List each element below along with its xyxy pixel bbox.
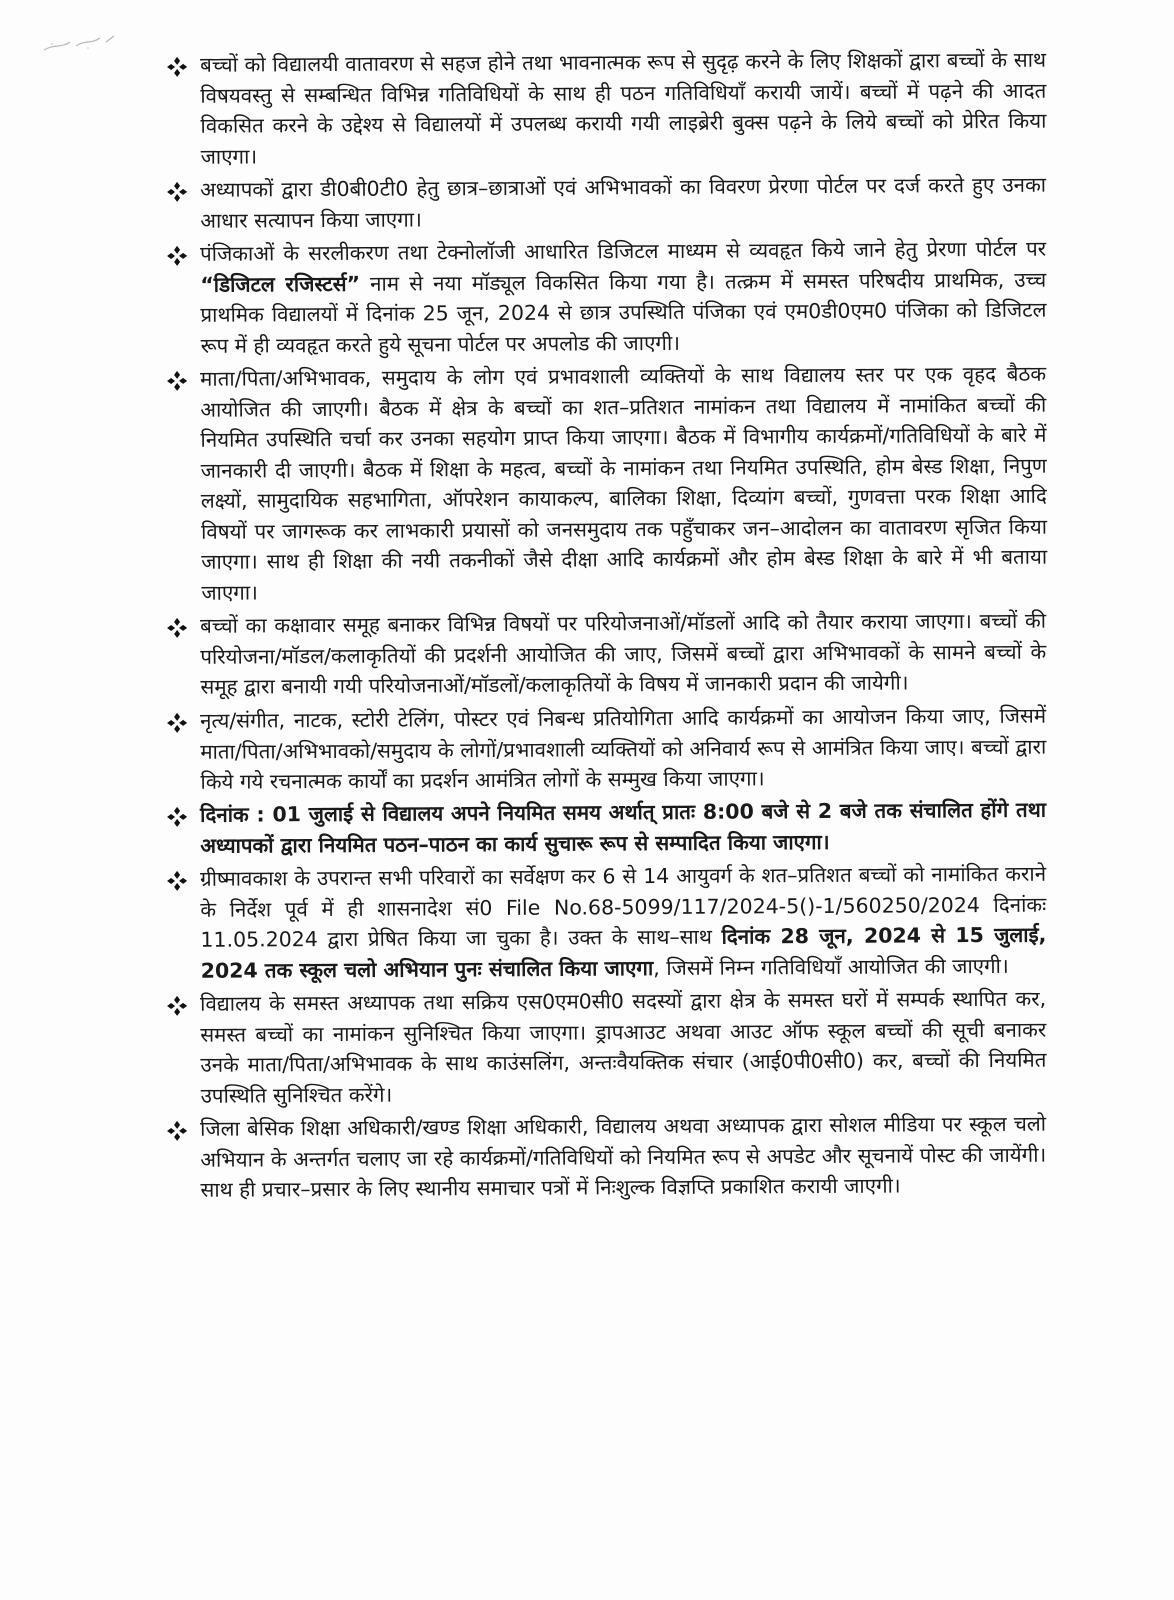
diamond-bullet-icon bbox=[166, 370, 188, 392]
item-text-post: नाम से नया मॉड्यूल विकसित किया गया है। तत्क्रम में समस्त परिषदीय प्राथमिक, उच्च प्राथमिक विद्यालयों में दिनांक 25 जून, 2024 से छात्र उपस्थिति पंजिका एवं एम0डी0एम0 पंजिका को डिजिटल रूप में ही व्यवहृत करते हुये सूचना पोर्टल पर अपलोड की जाएगी। bbox=[200, 267, 1047, 358]
diamond-bullet-icon bbox=[166, 617, 188, 639]
item-text-pre: ग्रीष्मावकाश के उपरान्त सभी परिवारों का सर्वेक्षण कर 6 से 14 आयुवर्ग के शत–प्रतिशत बच्चों को नामांकित कराने के निर्देश पूर्व में ही शासनादेश सं0 File No.68-5099/117/2024-5()-1/560250/2024 दिनांकः 11.05.2024 द्वारा प्रेषित किया जा चुका है। उक्त के साथ–साथ bbox=[200, 861, 1047, 952]
list-item bbox=[166, 1109, 1047, 1206]
item-text: नृत्य/संगीत, नाटक, स्टोरी टेलिंग, पोस्टर एवं निबन्ध प्रतियोगिता आदि कार्यक्रमों का आयोजन किया जाए, जिसमें माता/पिता/अभिभावको/समुदाय के लोगों/प्रभावशाली व्यक्तियों को अनिवार्य रूप से आमंत्रित किया जाए। बच्चों द्वारा किये गये रचनात्मक कार्यों का प्रदर्शन आमंत्रित लोगों के सम्मुख किया जाएगा। bbox=[200, 703, 1047, 794]
diamond-bullet-icon bbox=[166, 870, 188, 892]
list-item bbox=[166, 170, 1046, 236]
diamond-bullet-icon bbox=[166, 1120, 188, 1142]
item-text: बच्चों को विद्यालयी वातावरण से सहज होने तथा भावनात्मक रूप से सुदृढ़ करने के लिए शिक्षकों द्वारा बच्चों के साथ विषयवस्तु से सम्बन्धित विभिन्न गतिविधियों के साथ ही पठन गतिविधियाँ करायी जायें। बच्चों में पढ़ने की आदत विकसित करने के उद्देश्य से विद्यालयों में उपलब्ध करायी गयी लाइब्रेरी बुक्स पढ़ने के लिये बच्चों को प्रेरित किया जाएगा। bbox=[200, 47, 1047, 169]
diamond-bullet-icon bbox=[166, 181, 188, 203]
item-text: माता/पिता/अभिभावक, समुदाय के लोग एवं प्रभावशाली व्यक्तियों के साथ विद्यालय स्तर पर एक वृहद बैठक आयोजित की जाएगी। बैठक में क्षेत्र के बच्चों का शत–प्रतिशत नामांकन तथा विद्यालय में नामांकित बच्चों की नियमित उपस्थिति चर्चा कर उनका सहयोग प्राप्त किया जाएगा। बैठक में विभागीय कार्यक्रमों/गतिविधियों के बारे में जानकारी दी जाएगी। बैठक में शिक्षा के महत्व, बच्चों के नामांकन तथा नियमित उपस्थिति, होम बेस्ड शिक्षा, निपुण लक्ष्यों, सामुदायिक सहभागिता, ऑपरेशन कायाकल्प, बालिका शिक्षा, दिव्यांग बच्चों, गुणवत्ता परक शिक्षा आदि विषयों पर जागरूक कर लाभकारी प्रयासों को जनसमुदाय तक पहुँचाकर जन–आदोलन का वातावरण सृजित किया जाएगा। साथ ही शिक्षा की नयी तकनीकों जैसे दीक्षा आदि कार्यक्रमों और होम बेस्ड शिक्षा के बारे में भी बताया जाएगा। bbox=[200, 361, 1048, 605]
item-text-pre: पंजिकाओं के सरलीकरण तथा टेक्नोलॉजी आधारित डिजिटल माध्यम से व्यवहृत किये जाने हेतु प्रेरणा पोर्टल पर bbox=[200, 236, 1047, 266]
item-text: दिनांक : 01 जुलाई से विद्यालय अपने नियमित समय अर्थात् प्रातः 8:00 बजे से 2 बजे तक संचालित होंगे तथा अध्यापकों द्वारा नियमित पठन–पाठन का कार्य सुचारू रूप से सम्पादित किया जाएगा। bbox=[200, 797, 1047, 858]
diamond-bullet-icon bbox=[166, 56, 188, 78]
list-item-bold bbox=[166, 795, 1046, 861]
list-item bbox=[166, 234, 1047, 361]
list-item bbox=[166, 606, 1047, 703]
scan-smudge-mark bbox=[40, 32, 120, 56]
diamond-bullet-icon bbox=[166, 245, 188, 267]
item-text: अध्यापकों द्वारा डी0बी0टी0 हेतु छात्र–छात्राओं एवं अभिभावकों का विवरण प्रेरणा पोर्टल पर दर्ज करते हुए उनका आधार सत्यापन किया जाएगा। bbox=[200, 172, 1047, 233]
list-item bbox=[166, 859, 1047, 986]
item-text-post: , जिसमें निम्न गतिविधियाँ आयोजित की जाएगी। bbox=[653, 953, 1009, 980]
item-text: विद्यालय के समस्त अध्यापक तथा सक्रिय एस0एम0सी0 सदस्यों द्वारा क्षेत्र के समस्त घरों में सम्पर्क स्थापित कर, समस्त बच्चों का नामांकन सुनिश्चित किया जाएगा। ड्रापआउट अथवा आउट ऑफ स्कूल बच्चों की सूची बनाकर उनके माता/पिता/अभिभावक के साथ काउंसलिंग, अन्तःवैयक्तिक संचार (आई0पी0सी0) कर, बच्चों की नियमित उपस्थिति सुनिश्चित करेंगे। bbox=[200, 986, 1047, 1108]
item-text: बच्चों का कक्षावार समूह बनाकर विभिन्न विषयों पर परियोजनाओं/मॉडलों आदि को तैयार कराया जाएगा। बच्चों की परियोजना/मॉडल/कलाकृतियों की प्रदर्शनी आयोजित की जाए, जिसमें बच्चों द्वारा अभिभावकों के सामने बच्चों के समूह द्वारा बनायी गयी परियोजनाओं/मॉडलों/कलाकृतियों के विषय में जानकारी प्रदान की जायेगी। bbox=[200, 608, 1047, 699]
campaign-dates-highlight: दिनांक 28 जून, 2024 से 15 जुलाई, 2024 तक स्कूल चलो अभियान पुनः संचालित किया जाएगा bbox=[200, 922, 1047, 983]
item-text: जिला बेसिक शिक्षा अधिकारी/खण्ड शिक्षा अधिकारी, विद्यालय अथवा अध्यापक द्वारा सोशल मीडिया पर स्कूल चलो अभियान के अन्तर्गत चलाए जा रहे कार्यक्रमों/गतिविधियों को नियमित रूप से अपडेट और सूचनायें पोस्ट की जायेंगी। साथ ही प्रचार–प्रसार के लिए स्थानीय समाचार पत्रों में निःशुल्क विज्ञप्ति प्रकाशित करायी जाएगी। bbox=[200, 1111, 1047, 1202]
list-item bbox=[166, 359, 1047, 608]
list-item bbox=[166, 700, 1047, 797]
list-item bbox=[166, 984, 1047, 1111]
diamond-bullet-icon bbox=[166, 806, 188, 828]
digital-registers-highlight: “डिजिटल रजिस्टर्स” bbox=[200, 271, 361, 297]
diamond-bullet-icon bbox=[166, 711, 188, 733]
bullet-list bbox=[166, 47, 1048, 1209]
diamond-bullet-icon bbox=[166, 995, 188, 1017]
list-item bbox=[166, 45, 1047, 172]
